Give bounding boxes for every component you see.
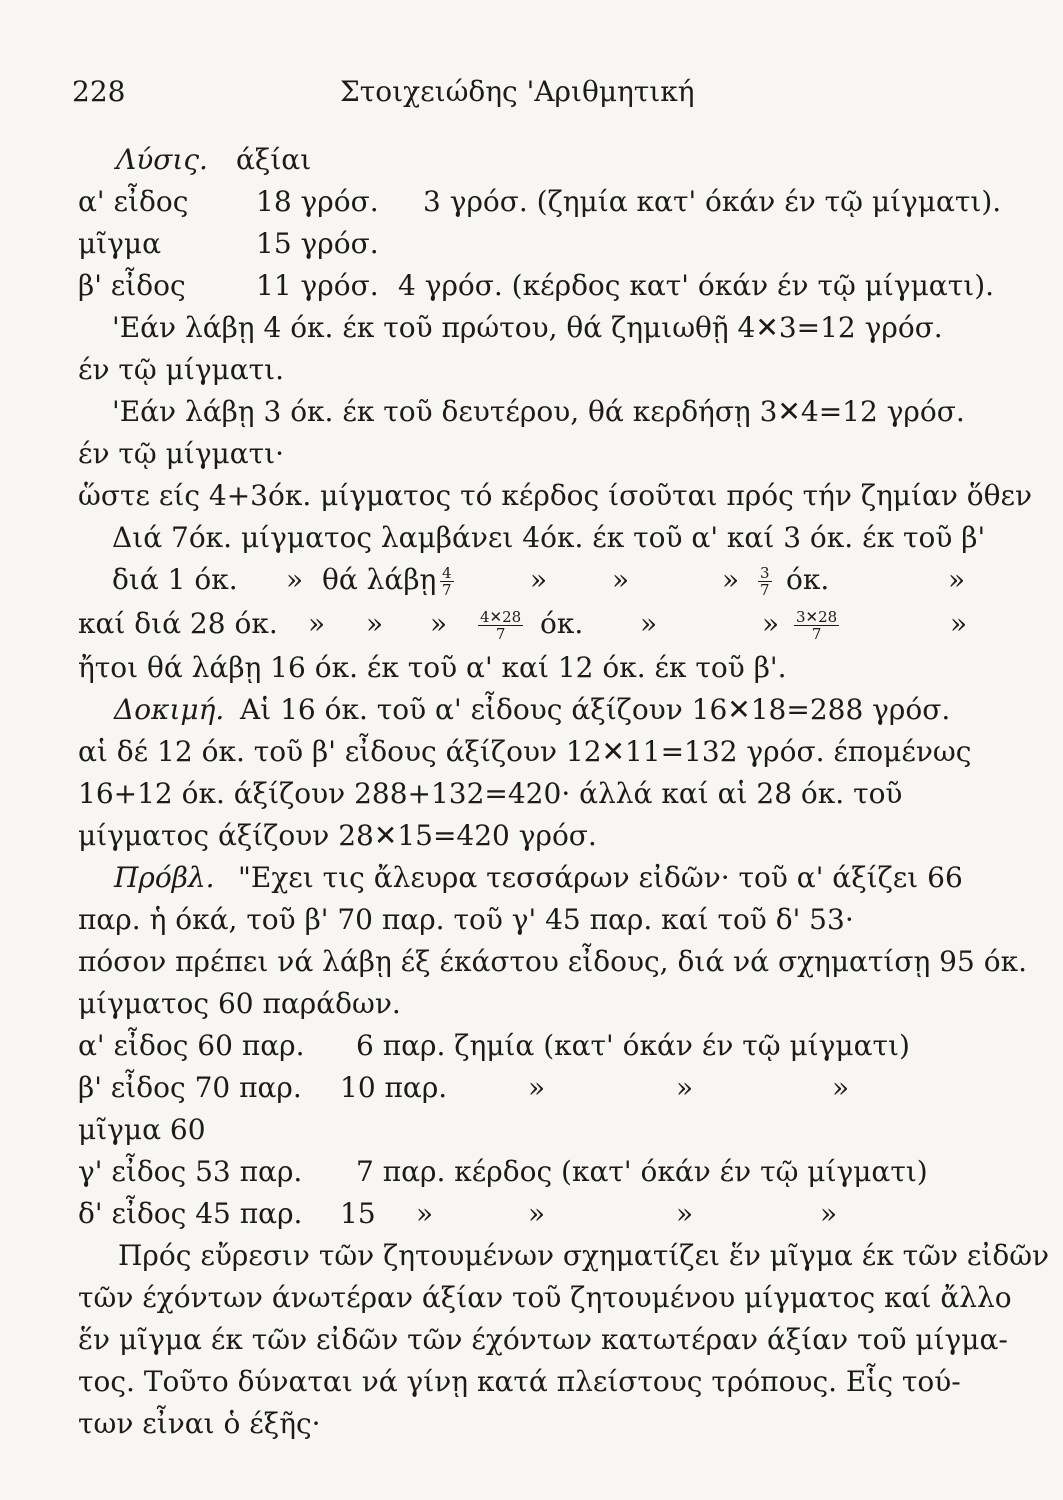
text-segment: »: [530, 563, 548, 596]
fraction-denominator: 7: [495, 625, 506, 643]
text-segment: »: [832, 1071, 850, 1104]
text-line: [0, 180, 1063, 224]
text-line: [0, 646, 1063, 690]
text-line: [0, 1192, 1063, 1236]
text-segment: »: [416, 1197, 434, 1230]
text-line: [0, 940, 1063, 984]
text-line: [0, 1360, 1063, 1404]
fraction-numerator: 4: [442, 564, 452, 582]
text-segment: »: [430, 607, 448, 640]
text-segment: δ' εἶδος 45 παρ.: [78, 1197, 303, 1230]
text-segment: "Εχει τις ἄλευρα τεσσάρων εἰδῶν· τοῦ α' άξίζει 66: [238, 861, 963, 894]
fraction-numerator: 3: [760, 564, 770, 582]
text-segment: μῖγμα: [78, 227, 162, 260]
text-line: [0, 982, 1063, 1026]
text-segment: τος. Τοῦτο δύναται νά γίνῃ κατά πλείστους τρόπους. Εἷς τού-: [78, 1365, 961, 1398]
text-line: [0, 1276, 1063, 1320]
text-segment: μίγματος άξίζουν 28✕15=420 γρόσ.: [78, 819, 597, 852]
italic-label: Λύσις.: [116, 143, 208, 176]
text-segment: διά 1 όκ.: [112, 563, 238, 596]
text-segment: »: [640, 607, 658, 640]
fraction: [476, 602, 525, 646]
text-segment: των εἶναι ὁ έξῆς·: [78, 1407, 321, 1440]
text-segment: 4 γρόσ. (κέρδος κατ' όκάν έν τῷ μίγματι).: [398, 269, 995, 302]
text-line: [0, 814, 1063, 858]
text-segment: »: [762, 607, 780, 640]
text-segment: ἕν μῖγμα έκ τῶν εἰδῶν τῶν έχόντων κατωτέραν άξίαν τοῦ μίγμα-: [78, 1323, 1008, 1356]
text-line: [0, 1318, 1063, 1362]
text-segment: 7 παρ. κέρδος (κατ' όκάν έν τῷ μίγματι): [356, 1155, 928, 1188]
text-segment: ἤτοι θά λάβῃ 16 όκ. έκ τοῦ α' καί 12 όκ. έκ τοῦ β'.: [78, 651, 787, 684]
fraction: [792, 602, 841, 646]
page-title: Στοιχειώδης 'Αριθμητική: [340, 75, 695, 108]
text-segment: »: [676, 1197, 694, 1230]
italic-label: Πρόβλ.: [114, 861, 215, 894]
text-segment: »: [722, 563, 740, 596]
text-line: [0, 772, 1063, 816]
text-line: [0, 1234, 1063, 1278]
text-segment: α' εἶδος 60 παρ.: [78, 1029, 305, 1062]
text-segment: έν τῷ μίγματι.: [78, 353, 285, 386]
text-line: [0, 516, 1063, 560]
page-number: 228: [72, 75, 126, 108]
text-segment: »: [528, 1197, 546, 1230]
text-segment: καί διά 28 όκ.: [78, 607, 278, 640]
text-segment: 11 γρόσ.: [256, 269, 379, 302]
text-segment: ὥστε είς 4+3όκ. μίγματος τό κέρδος ίσοῦται πρός τήν ζημίαν ὅθεν: [78, 479, 1033, 512]
italic-label: Δοκιμή.: [114, 693, 225, 726]
text-segment: 15 γρόσ.: [256, 227, 379, 260]
text-segment: β' εἶδος: [78, 269, 186, 302]
fraction: [438, 558, 456, 602]
text-line: [0, 1402, 1063, 1446]
text-segment: »: [286, 563, 304, 596]
text-line: [0, 390, 1063, 434]
text-line: [0, 1024, 1063, 1068]
text-line: [0, 306, 1063, 350]
text-segment: 3 γρόσ. (ζημία κατ' όκάν έν τῷ μίγματι).: [423, 185, 1002, 218]
text-line: [0, 222, 1063, 266]
text-line: [0, 348, 1063, 392]
text-segment: 15: [340, 1197, 376, 1230]
text-segment: 6 παρ. ζημία (κατ' όκάν έν τῷ μίγματι): [356, 1029, 910, 1062]
text-segment: »: [308, 607, 326, 640]
text-segment: Αἱ 16 όκ. τοῦ α' εἶδους άξίζουν 16✕18=288 γρόσ.: [240, 693, 951, 726]
text-segment: »: [820, 1197, 838, 1230]
text-segment: »: [676, 1071, 694, 1104]
fraction-numerator: 4✕28: [480, 608, 522, 626]
fraction-denominator: 7: [811, 625, 822, 643]
text-segment: τῶν έχόντων άνωτέραν άξίαν τοῦ ζητουμένου μίγματος καί ἄλλο: [78, 1281, 1012, 1314]
text-line: [0, 138, 1063, 182]
text-line: [0, 474, 1063, 518]
text-segment: 10 παρ.: [340, 1071, 448, 1104]
text-line: [0, 1066, 1063, 1110]
fraction: [756, 558, 774, 602]
text-segment: β' εἶδος 70 παρ.: [78, 1071, 302, 1104]
text-segment: »: [948, 563, 966, 596]
text-segment: αἱ δέ 12 όκ. τοῦ β' εἶδους άξίζουν 12✕11=132 γρόσ. έπομένως: [78, 735, 972, 768]
text-line: [0, 898, 1063, 942]
text-segment: 'Εάν λάβῃ 4 όκ. έκ τοῦ πρώτου, θά ζημιωθῇ 4✕3=12 γρόσ.: [112, 311, 943, 344]
text-line: [0, 1108, 1063, 1152]
text-segment: όκ.: [786, 563, 830, 596]
text-line: [0, 432, 1063, 476]
text-line: [0, 264, 1063, 308]
text-segment: α' εἶδος: [78, 185, 189, 218]
text-line: [0, 558, 1063, 602]
text-segment: »: [366, 607, 384, 640]
text-segment: παρ. ἡ όκά, τοῦ β' 70 παρ. τοῦ γ' 45 παρ. καί τοῦ δ' 53·: [78, 903, 854, 936]
text-segment: μῖγμα 60: [78, 1113, 206, 1146]
text-segment: »: [612, 563, 630, 596]
text-line: [0, 688, 1063, 732]
text-segment: 16+12 όκ. άξίζουν 288+132=420· άλλά καί αἱ 28 όκ. τοῦ: [78, 777, 903, 810]
running-header: [0, 70, 1063, 114]
fraction-denominator: 7: [760, 581, 770, 599]
text-line: [0, 602, 1063, 646]
text-segment: »: [950, 607, 968, 640]
text-segment: γ' εἶδος 53 παρ.: [78, 1155, 303, 1188]
text-segment: όκ.: [540, 607, 584, 640]
text-segment: 18 γρόσ.: [256, 185, 379, 218]
text-segment: Διά 7όκ. μίγματος λαμβάνει 4όκ. έκ τοῦ α' καί 3 όκ. έκ τοῦ β': [112, 521, 986, 554]
text-line: [0, 856, 1063, 900]
text-line: [0, 1150, 1063, 1194]
text-segment: άξίαι: [236, 143, 312, 176]
text-segment: θά λάβῃ: [322, 563, 437, 596]
text-line: [0, 730, 1063, 774]
text-segment: »: [528, 1071, 546, 1104]
text-segment: πόσον πρέπει νά λάβῃ έξ έκάστου εἶδους, διά νά σχηματίσῃ 95 όκ.: [78, 945, 1027, 978]
text-segment: έν τῷ μίγματι·: [78, 437, 285, 470]
text-segment: 'Εάν λάβῃ 3 όκ. έκ τοῦ δευτέρου, θά κερδήσῃ 3✕4=12 γρόσ.: [112, 395, 965, 428]
text-segment: μίγματος 60 παράδων.: [78, 987, 401, 1020]
fraction-denominator: 7: [442, 581, 452, 599]
text-segment: Πρός εὔρεσιν τῶν ζητουμένων σχηματίζει ἕν μῖγμα έκ τῶν εἰδῶν: [118, 1239, 1050, 1272]
fraction-numerator: 3✕28: [796, 608, 838, 626]
